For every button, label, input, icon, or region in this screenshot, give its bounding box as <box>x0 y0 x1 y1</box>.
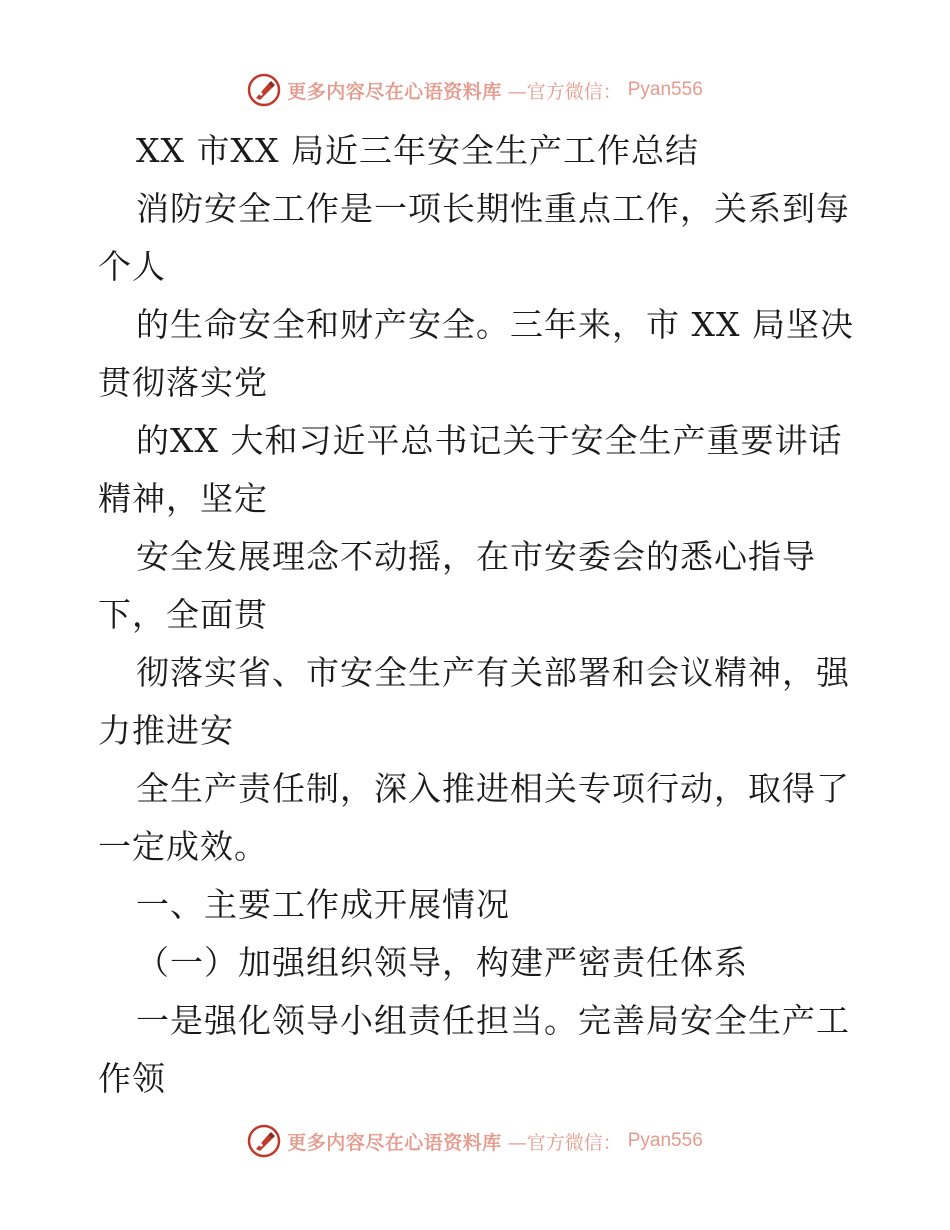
pen-logo-icon <box>247 1124 281 1158</box>
watermark-main-text: 更多内容尽在心语资料库 <box>287 80 502 103</box>
document-body <box>98 122 858 1108</box>
document-line: 个人 <box>98 247 166 286</box>
document-line: 力推进安 <box>98 711 234 750</box>
header-watermark <box>0 70 950 110</box>
document-title: XX 市XX 局近三年安全生产工作总结 <box>136 131 699 170</box>
document-line: 安全发展理念不动摇，在市安委会的悉心指导 <box>136 537 816 576</box>
watermark-wechat-id: Pyan556 <box>627 79 703 100</box>
watermark-wechat-label: —官方微信： <box>507 1131 622 1154</box>
document-line: 一是强化领导小组责任担当。完善局安全生产工 <box>136 1001 850 1040</box>
document-line: 一定成效。 <box>98 827 268 866</box>
document-line: 下，全面贯 <box>98 595 268 634</box>
document-line: 贯彻落实党 <box>98 363 268 402</box>
watermark-wechat-id: Pyan556 <box>627 1130 703 1151</box>
document-line: （一）加强组织领导，构建严密责任体系 <box>136 943 748 982</box>
watermark-wechat-label: —官方微信： <box>507 80 622 103</box>
pen-logo-icon <box>247 73 281 107</box>
watermark-main-text: 更多内容尽在心语资料库 <box>287 1131 502 1154</box>
document-line: 作领 <box>98 1059 166 1098</box>
document-line: 一、主要工作成开展情况 <box>136 885 510 924</box>
document-line: 的生命安全和财产安全。三年来，市 XX 局坚决 <box>136 305 854 344</box>
document-line: 消防安全工作是一项长期性重点工作，关系到每 <box>136 189 850 228</box>
document-line: 彻落实省、市安全生产有关部署和会议精神，强 <box>136 653 850 692</box>
document-line: 的XX 大和习近平总书记关于安全生产重要讲话 <box>136 421 843 460</box>
footer-watermark <box>0 1121 950 1161</box>
document-line: 全生产责任制，深入推进相关专项行动，取得了 <box>136 769 850 808</box>
document-line: 精神，坚定 <box>98 479 268 518</box>
